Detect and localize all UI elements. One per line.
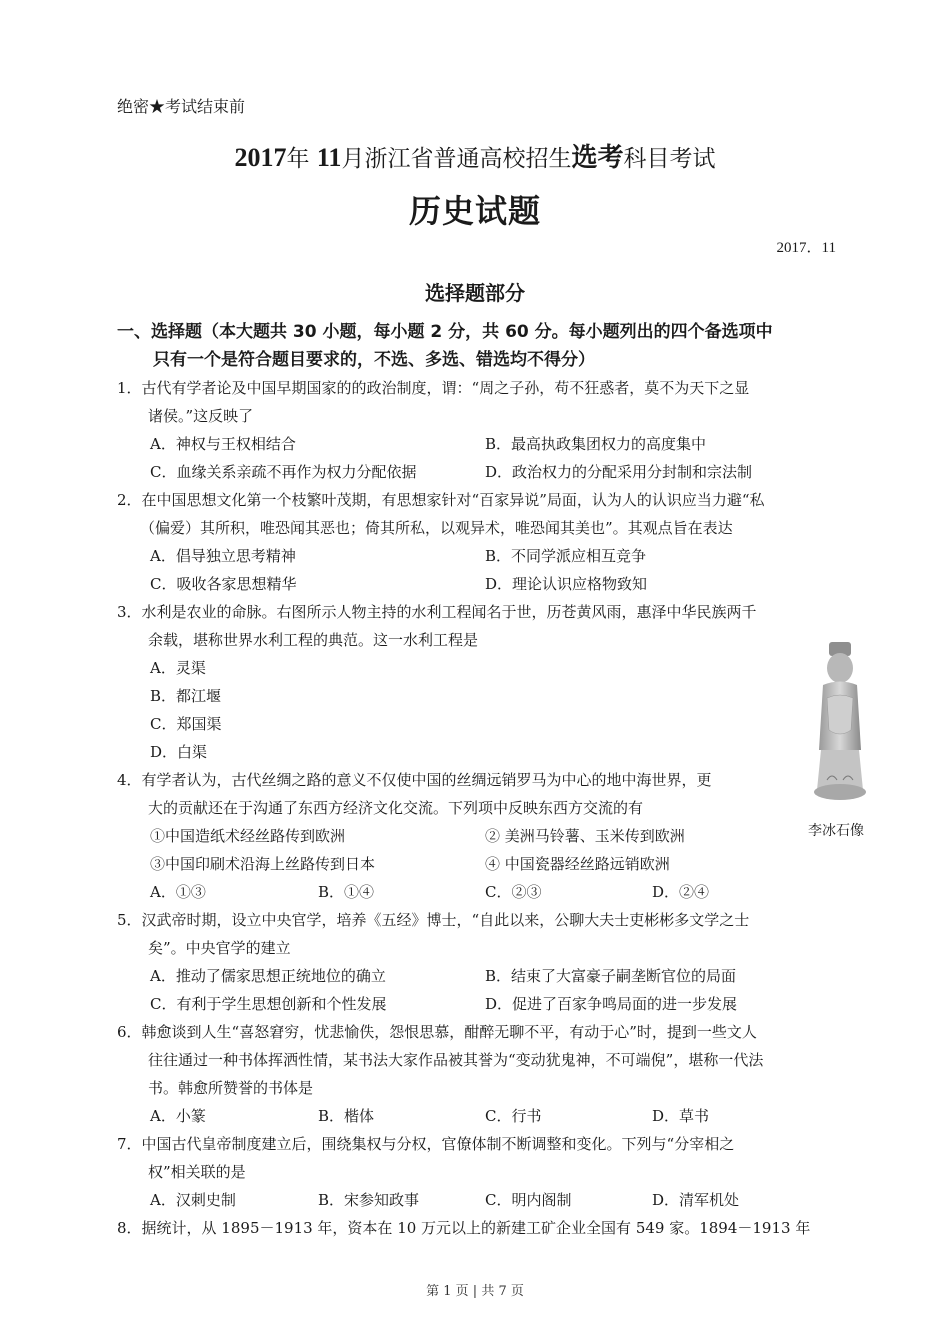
q2-option-a: A．倡导独立思考精神 (150, 547, 296, 565)
q4-stem-1: 4．有学者认为，古代丝绸之路的意义不仅使中国的丝绸远销罗马为中心的地中海世界，更 (117, 771, 712, 789)
q5-option-a: A．推动了儒家思想正统地位的确立 (150, 967, 386, 985)
q6-option-b: B．楷体 (318, 1107, 375, 1125)
q6-option-c: C．行书 (485, 1107, 542, 1125)
q5-option-b: B．结束了大富豪子嗣垄断官位的局面 (485, 967, 737, 985)
q7-stem-2: 权”相关联的是 (148, 1163, 246, 1181)
q6-stem-1: 6．韩愈谈到人生“喜怒窘穷，忧悲愉佚，怨恨思慕，酣醉无聊不平，有动于心”时，提到一些文人 (117, 1023, 757, 1041)
q7-stem-1: 7．中国古代皇帝制度建立后，围绕集权与分权，官僚体制不断调整和变化。下列与“分宰相之 (117, 1135, 735, 1153)
q4-option-c: C．②③ (485, 883, 542, 901)
q3-option-b: B．都江堰 (150, 687, 222, 705)
q4-option-b: B．①④ (318, 883, 375, 901)
q3-stem-2: 余载，堪称世界水利工程的典范。这一水利工程是 (148, 631, 479, 649)
title-post: 科目考试 (623, 146, 716, 172)
q1-option-b: B．最高执政集团权力的高度集中 (485, 435, 707, 453)
q7-option-c: C．明内阁制 (485, 1191, 572, 1209)
q3-stem-1: 3．水利是农业的命脉。右图所示人物主持的水利工程闻名于世，历苍黄风雨，惠泽中华民族两千 (117, 603, 757, 621)
section-line-1: 一、选择题（本大题共 30 小题，每小题 2 分，共 60 分。每小题列出的四个备选项中 (117, 322, 773, 342)
exam-title (0, 137, 950, 174)
q7-option-b: B．宋参知政事 (318, 1191, 420, 1209)
q2-stem-2: （偏爱）其所积，唯恐闻其恶也；倚其所私，以观异术，唯恐闻其美也”。其观点旨在表达 (140, 519, 733, 537)
q5-option-d: D．促进了百家争鸣局面的进一步发展 (485, 995, 738, 1013)
title-year: 2017 (234, 143, 287, 172)
q6-stem-2: 往往通过一种书体挥洒性情，某书法大家作品被其誉为“变动犹鬼神，不可端倪”，堪称一代法 (148, 1051, 764, 1069)
li-bing-statue-image (805, 640, 875, 805)
part-title: 选择题部分 (425, 281, 525, 305)
q1-option-a: A．神权与王权相结合 (150, 435, 296, 453)
exam-date: 2017．11 (776, 240, 836, 256)
section-instructions (117, 318, 773, 374)
title-month-suffix: 月浙江省普通高校招生 (341, 146, 572, 172)
q1-option-d: D．政治权力的分配采用分封制和宗法制 (485, 463, 753, 481)
q4-option-a: A．①③ (150, 883, 206, 901)
q5-stem-2: 矣”。中央官学的建立 (148, 939, 291, 957)
q4-item-1: ①中国造纸术经丝路传到欧洲 (150, 827, 346, 845)
title-highlight: 选考 (571, 143, 624, 173)
secret-mark: 绝密★考试结束前 (117, 97, 246, 116)
section-line-2: 只有一个是符合题目要求的，不选、多选、错选均不得分） (153, 350, 595, 370)
q2-stem-1: 2．在中国思想文化第一个枝繁叶茂期，有思想家针对“百家异说”局面，认为人的认识应当力避“私 (117, 491, 765, 509)
q4-item-3: ③中国印刷术沿海上丝路传到日本 (150, 855, 376, 873)
q1-stem-2: 诸侯。”这反映了 (148, 407, 254, 425)
q7-option-d: D．清军机处 (652, 1191, 740, 1209)
q6-option-d: D．草书 (652, 1107, 710, 1125)
page-footer: 第 1 页 | 共 7 页 (426, 1284, 524, 1299)
q7-option-a: A．汉刺史制 (150, 1191, 236, 1209)
q3-option-c: C．郑国渠 (150, 715, 222, 733)
subject-title: 历史试题 (408, 192, 541, 230)
q8-stem-1: 8．据统计，从 1895－1913 年，资本在 10 万元以上的新建工矿企业全国有 549 家。1894－1913 年 (117, 1219, 811, 1237)
q2-option-d: D．理论认识应格物致知 (485, 575, 648, 593)
q5-option-c: C．有利于学生思想创新和个性发展 (150, 995, 387, 1013)
q3-option-d: D．白渠 (150, 743, 208, 761)
q2-option-c: C．吸收各家思想精华 (150, 575, 297, 593)
title-year-suffix: 年 (286, 146, 310, 172)
figure-caption: 李冰石像 (808, 823, 864, 839)
q2-option-b: B．不同学派应相互竞争 (485, 547, 647, 565)
q5-stem-1: 5．汉武帝时期，设立中央官学，培养《五经》博士，“自此以来，公聊大夫士吏彬彬多文学之士 (117, 911, 750, 929)
q4-option-d: D．②④ (652, 883, 710, 901)
title-month: 11 (316, 143, 342, 172)
q4-stem-2: 大的贡献还在于沟通了东西方经济文化交流。下列项中反映东西方交流的有 (148, 799, 644, 817)
q1-option-c: C．血缘关系亲疏不再作为权力分配依据 (150, 463, 417, 481)
q6-option-a: A．小篆 (150, 1107, 206, 1125)
q4-item-2: ② 美洲马铃薯、玉米传到欧洲 (485, 827, 685, 845)
q4-item-4: ④ 中国瓷器经丝路远销欧洲 (485, 855, 670, 873)
q3-option-a: A．灵渠 (150, 659, 206, 677)
q6-stem-3: 书。韩愈所赞誉的书体是 (148, 1079, 314, 1097)
q1-stem-1: 1．古代有学者论及中国早期国家的的政治制度，谓：“周之子孙，苟不狂惑者，莫不为天下之显 (117, 379, 750, 397)
